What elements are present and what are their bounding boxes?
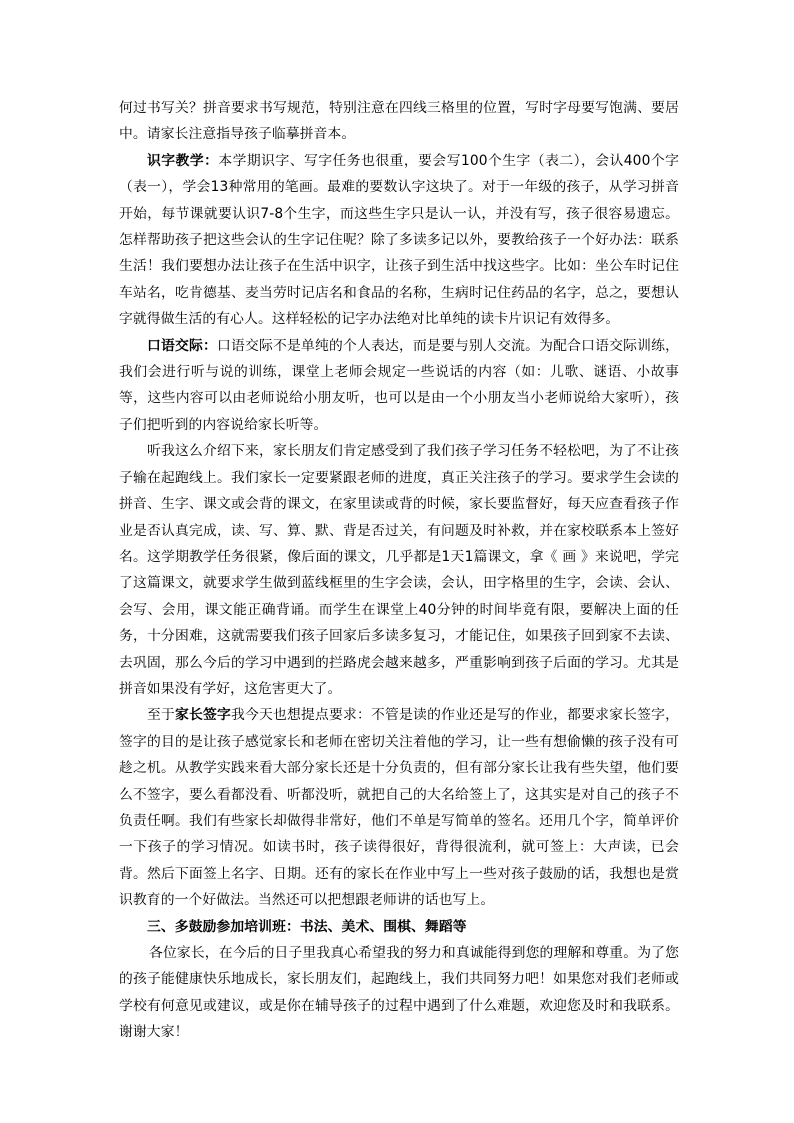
oral-text: 口语交际不是单纯的个人表达，而是要与别人交流。为配合口语交际训练，我们会进行听与说的训练，课堂上老师会规定一些说话的内容（如：儿歌、谜语、小故事等，这些内容可以由老师说给小朋友听，也可以是由一个小朋友当小老师说给大家听），孩子们把听到的内容说给家长听等。 <box>119 337 679 433</box>
paragraph-literacy <box>119 148 679 333</box>
paragraph-closing: 各位家长，在今后的日子里我真心希望我的努力和真诚能得到您的理解和尊重。为了您的孩子能健康快乐地成长，家长朋友们，起跑线上，我们共同努力吧！如果您对我们老师或学校有何意见或建议，或是你在辅导孩子的过程中遇到了什么难题，欢迎您及时和我联系。谢谢大家！ <box>119 945 679 1041</box>
paragraph-pinyin-writing: 何过书写关？拼音要求书写规范，特别注意在四线三格里的位置，写时字母要写饱满、要居中。请家长注意指导孩子临摹拼音本。 <box>119 100 679 143</box>
signature-heading: 家长签字 <box>175 707 232 724</box>
signature-text: 我今天也想提点要求：不管是读的作业还是写的作业，都要求家长签字，签字的目的是让孩子感觉家长和老师在密切关注着他的学习，让一些有想偷懒的孩子没有可趁之机。从教学实践来看大部分家长还是十分负责的，但有部分家长让我有些失望，他们要么不签字，要么看都没看、听都没听，就把自己的大名给签上了，这其实是对自己的孩子不负责任啊。我们有些家长却做得非常好，他们不单是写简单的签名。还用几个字，简单评价一下孩子的学习情况。如读书时，孩子读得很好，背得很流利，就可签上：大声读，已会背。然后下面签上名字、日期。还有的家长在作业中写上一些对孩子鼓励的话，我想也是赏识教育的一个好做法。当然还可以把想跟老师讲的话也写上。 <box>119 707 680 909</box>
section-heading-training: 三、多鼓励参加培训班：书法、美术、围棋、舞蹈等 <box>147 918 467 935</box>
paragraph-parent-signature <box>119 702 679 913</box>
paragraph-follow-progress: 听我这么介绍下来，家长朋友们肯定感受到了我们孩子学习任务不轻松吧，为了不让孩子输在起跑线上。我们家长一定要紧跟老师的进度，真正关注孩子的学习。要求学生会读的拼音、生字、课文或会背的课文，在家里读或背的时候，家长要监督好，每天应查看孩子作业是否认真完成，读、写、算、默、背是否过关，有问题及时补救，并在家校联系本上签好名。这学期教学任务很紧，像后面的课文，几乎都是1天1篇课文，拿《 画 》来说吧，学完了这篇课文，就要求学生做到蓝线框里的生字会读，会认，田字格里的生字，会读、会认、会写、会用，课文能正确背诵。而学生在课堂上40分钟的时间毕竟有限，要解决上面的任务，十分困难，这就需要我们孩子回家后多读多复习，才能记住，如果孩子回到家不去读、去巩固，那么今后的学习中遇到的拦路虎会越来越多，严重影响到孩子后面的学习。尤其是拼音如果没有学好，这危害更大了。 <box>119 443 679 697</box>
document-body <box>119 95 679 1046</box>
paragraph-oral-communication <box>119 333 679 439</box>
literacy-text: 本学期识字、写字任务也很重，要会写100个生字（表二），会认400个字（表一），学会13种常用的笔画。最难的要数认字这块了。对于一年级的孩子，从学习拼音开始，每节课就要认识7-8个生字，而这些生字只是认一认，并没有写，孩子很容易遗忘。怎样帮助孩子把这些会认的生字记住呢？除了多读多记以外，要教给孩子一个好办法：联系生活！我们要想办法让孩子在生活中识字，让孩子到生活中找这些字。比如：坐公车时记住车站名，吃肯德基、麦当劳时记店名和食品的名称，生病时记住药品的名字，总之，要想认字就得做生活的有心人。这样轻松的记字办法绝对比单纯的读卡片识记有效得多。 <box>119 152 679 328</box>
oral-heading: 口语交际： <box>147 337 218 354</box>
literacy-heading: 识字教学： <box>147 152 219 169</box>
signature-prefix: 至于 <box>147 707 176 724</box>
